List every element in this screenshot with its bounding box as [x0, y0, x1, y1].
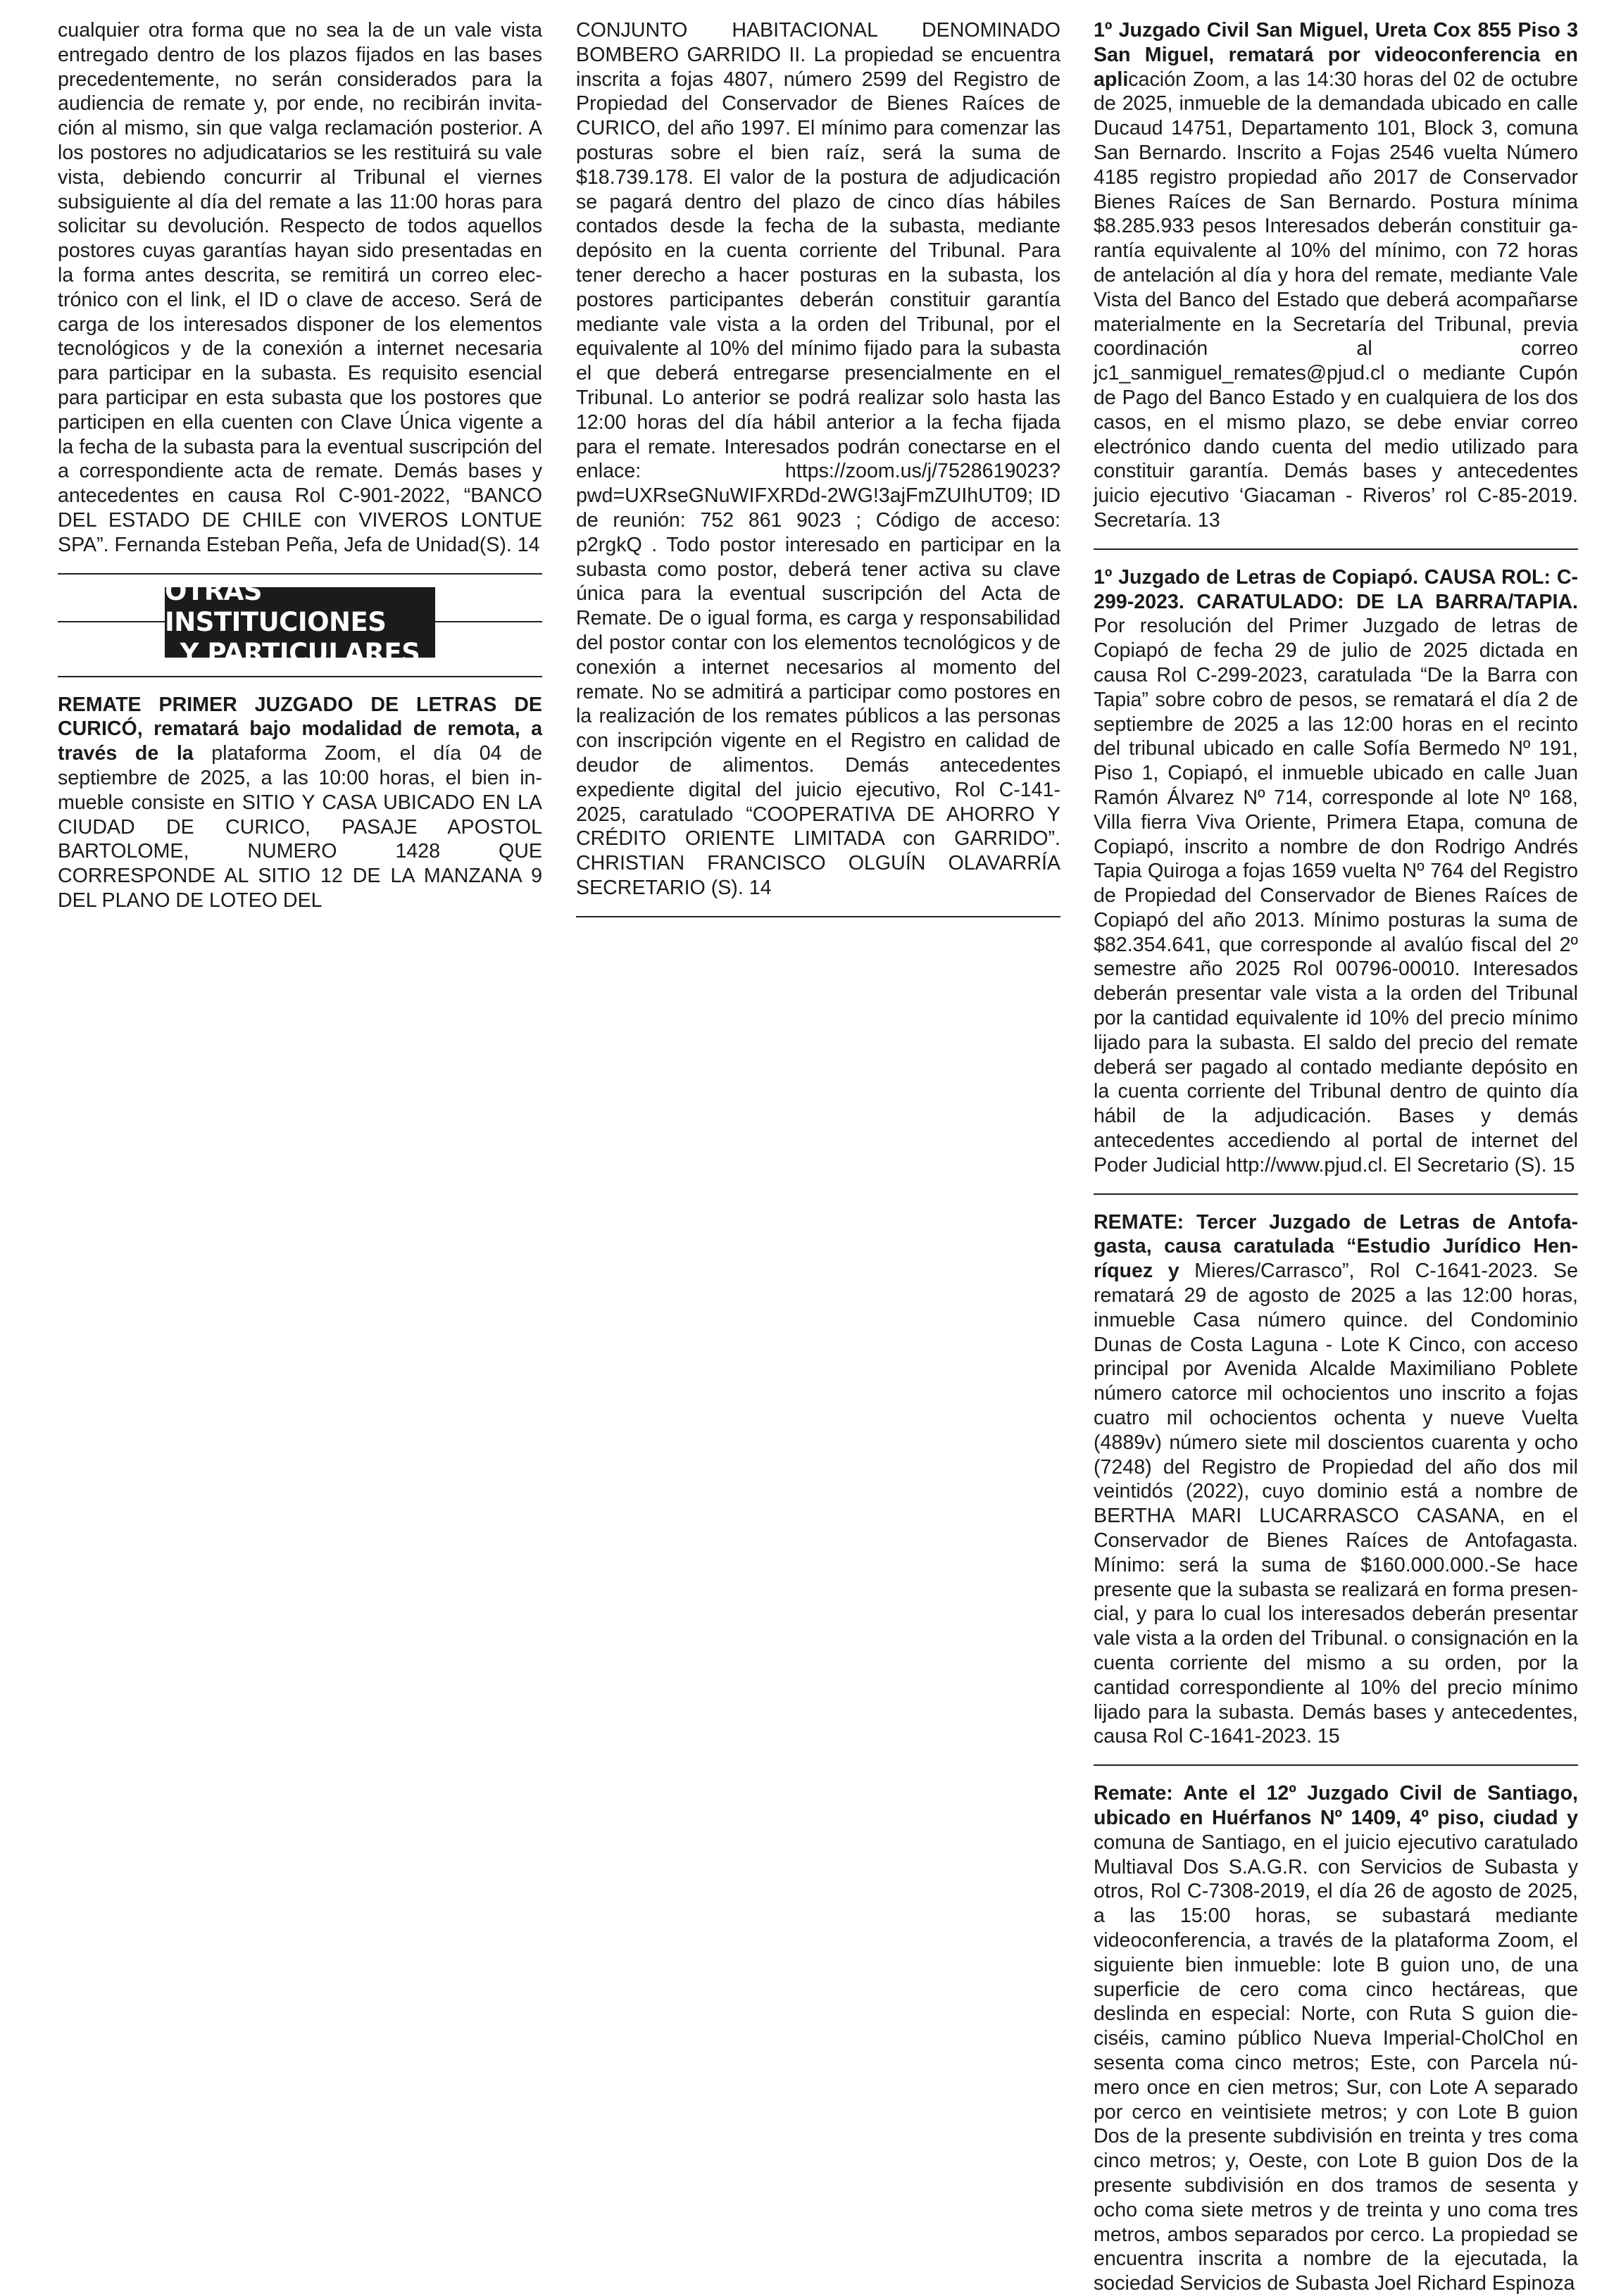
section-header-box: [165, 575, 435, 668]
section-title-line-1: OTRAS INSTITUCIONES: [165, 575, 387, 637]
column-3: [1094, 18, 1578, 2296]
divider: [58, 573, 542, 575]
notice-heading: REMATE: Tercer Juzgado de Letras de Antofagasta, causa caratulada “Estudio Jurídico Henríquez y: [1094, 1210, 1578, 1283]
notice-heading: REMATE PRIMER JUZGADO DE LETRAS DE CURICÓ, rematará bajo modalidad de remota, a través de la: [58, 693, 542, 765]
divider: [576, 916, 1060, 917]
notice-heading: Remate: Ante el 12º Juzgado Civil de Santiago, ubicado en Huérfanos Nº 1409, 4º piso, ciudad y: [1094, 1782, 1578, 1829]
divider: [1094, 1193, 1578, 1195]
notice-body: comuna de Santiago, en el juicio ejecutivo caratulado Multiaval Dos S.A.G.R. con Servicios de Subasta y otros, Rol C-7308-2019, el día 26 de agosto de 2025, a las 15:00 horas, se subastará mediante videoconferencia, a través de la plataforma Zoom, el siguiente bien inmueble: lote B guion uno, de una superficie de cero coma cinco hectáreas, que deslinda en especial: Norte, con Ruta S guion dieciséis, camino público Nueva Imperial-CholChol en sesenta coma cinco metros; Este, con Parcela número once en cien metros; Sur, con Lote A separado por cerco en veintisiete metros; y con Lote B guion Dos de la presente subdivisión en treinta y tres coma cinco metros; y, Oeste, con Lote B guion Dos de la presente subdivisión en dos tramos de sesenta y ocho coma siete metros y de treinta y uno coma tres metros, ambos separados por cerco. La propiedad se encuentra inscrita a nombre de la ejecutada, la sociedad Servicios de Subasta Joel Richard Espinoza: [1094, 1831, 1578, 2295]
notice-heading: 1º Juzgado Civil San Miguel, Ureta Cox 855 Piso 3 San Miguel, rematará por videoconferencia en apli: [1094, 19, 1578, 91]
notice-body: Por resolución del Primer Juzgado de letras de Copiapó de fecha 29 de julio de 2025 dictada en causa Rol C-299-2023, caratulada “De la Barra con Tapia” sobre cobro de pesos, se rematará el día 2 de septiembre de 2025 a las 12:00 horas en el recinto del tribunal ubicado en calle Sofía Bermedo Nº 191, Piso 1, Copiapó, el inmueble ubicado en calle Juan Ramón Álvarez Nº 714, corresponde al lote Nº 168, Villa fierra Viva Oriente, Primera Etapa, comuna de Copiapó, inscrito a nombre de don Rodrigo Andrés Tapia Quiroga a fojas 1659 vuelta Nº 764 del Registro de Propiedad del Conservador de Bienes Raíces de Copiapó del año 2013. Mínimo posturas la suma de $82.354.641, que corresponde al avalúo fiscal del 2º semestre año 2025 Rol 00796-00010. Interesados deberán presentar vale vista a la orden del Tribunal por la cantidad equivalente id 10% del precio mínimo lijado para la subasta. El saldo del precio del remate deberá ser pagado al contado mediante depósito en la cuenta corriente del Tribunal dentro de quinto día hábil de la adjudicación. Bases y demás antecedentes accediendo al portal de internet del Poder Judicial http://www.pjud.cl. El Secretario (S). 15: [1094, 615, 1578, 1177]
notice-juzgado-santiago: [1094, 1781, 1578, 2296]
notice-body: plataforma Zoom, el día 04 de septiembre de 2025, a las 10:00 horas, el bien inmueble consiste en SITIO Y CASA UBICADO EN LA CIUDAD DE CURICO, PASAJE APOSTOL BARTOLOME, NUMERO 1428 QUE CORRESPONDE AL SITIO 12 DE LA MANZANA 9 DEL PLANO DE LOTEO DEL: [58, 742, 542, 912]
section-header: [58, 575, 542, 668]
notice-body: Mieres/Carrasco”, Rol C-1641-2023. Se rematará 29 de agosto de 2025 a las 12:00 horas, inmueble Casa número quince. del Condominio Dunas de Costa Laguna - Lote K Cinco, con acceso principal por Avenida Alcalde Maximiliano Poblete número catorce mil ochocientos uno inscrito a fojas cuatro mil ochocientos ochenta y nueve Vuelta (4889v) número siete mil doscientos cuarenta y ocho (7248) del Registro de Propiedad del año dos mil veintidós (2022), cuyo dominio está a nombre de BERTHA MARI LUCARRASCO CASANA, en el Conservador de Bienes Raíces de Antofagasta. Mínimo: será la suma de $160.000.000.-Se hace presente que la subasta se realizará en forma presencial, y para lo cual los interesados deberán presentar vale vista a la orden del Tribunal. o consignación en la cuenta corriente del mismo a su orden, por la cantidad correspondiente al 10% del precio mínimo lijado para la subasta. Demás bases y antecedentes, causa Rol C-1641-2023. 15: [1094, 1260, 1578, 1748]
notice-juzgado-copiapo: [1094, 565, 1578, 1178]
column-1: [58, 18, 542, 913]
notice-continuation: CONJUNTO HABITACIONAL DENOMINADO BOMBERO GARRIDO II. La propiedad se encuentra inscrita a fojas 4807, número 2599 del Registro de Propiedad del Conservador de Bienes Raíces de CURICO, del año 1997. El mínimo para comenzar las posturas sobre el bien raíz, será la suma de $18.739.178. El valor de la postura de adjudicación se pagará dentro del plazo de cinco días hábiles contados desde la fecha de la subasta, mediante depósito en la cuenta corriente del Tribunal. Para tener derecho a hacer posturas en la subasta, los postores participantes deberán constituir garantía mediante vale vista a la orden del Tribunal, por el equivalente al 10% del mínimo fijado para la subasta el que deberá entregarse presencialmente en el Tribunal. Lo anterior se podrá realizar solo hasta las 12:00 horas del día hábil anterior a la fecha fijada para el remate. Interesados podrán conectarse en el enlace: https://zoom.us/j/7528619023?pwd=UXRseGNuWIFXRDd-2WG!3ajFmZUIhUT09; ID de reunión: 752 861 9023 ; Código de acceso: p2rgkQ . Todo postor interesado en participar en la subasta como postor, deberá tener activa su clave única para la eventual suscripción del Acta de Remate. De o igual forma, es carga y responsabilidad del postor contar con los elementos tecnológicos y de conexión a internet necesarios al momento del remate. No se admitirá a participar como postores en la realización de los remates públicos a las personas con inscripción vigente en el Registro en calidad de deudor de alimentos. Demás antecedentes expediente digital del juicio ejecutivo, Rol C-141-2025, caratulado “COOPERATIVA DE AHORRO Y CRÉDITO ORIENTE LIMITADA con GARRIDO”. CHRISTIAN FRANCISCO OLGUÍN OLAVARRÍA SECRETARIO (S). 14: [576, 19, 1060, 899]
notice-heading: 1º Juzgado de Letras de Copiapó. CAUSA ROL: C-299-2023. CARATULADO: DE LA BARRA/TAPIA.: [1094, 565, 1578, 613]
continued-notice-text: cualquier otra forma que no sea la de un vale vista entregado dentro de los plazos fijados en las bases precedentemente, no serán considerados para la audiencia de remate y, por ende, no recibirán invitación al mismo, sin que valga reclamación posterior. A los postores no adjudicatarios se les restituirá su vale vista, debiendo concurrir al Tribunal el viernes subsiguiente al día del remate a las 11:00 horas para solicitar su devolución. Respecto de todos aquellos postores cuyas garantías hayan sido presentadas en la forma antes descrita, se remitirá un correo electrónico con el link, el ID o clave de acceso. Será de carga de los interesados disponer de los elementos tecnológicos y de la conexión a internet necesaria para participar en la subasta. Es requisito esencial para participar en esta subasta que los postores que participen en ella cuenten con Clave Única vigente a la fecha de la subasta para la eventual suscripción del a correspondiente acta de remate. Demás bases y antecedentes en causa Rol C-901-2022, “BANCO DEL ESTADO DE CHILE con VIVEROS LONTUE SPA”. Fernanda Esteban Peña, Jefa de Unidad(S). 14: [58, 19, 542, 556]
divider: [1094, 548, 1578, 550]
section-title-line-2: Y PARTICULARES: [180, 637, 420, 668]
divider: [1094, 1764, 1578, 1766]
notice-juzgado-san-miguel: [1094, 18, 1578, 533]
column-2: [576, 18, 1060, 917]
notice-juzgado-antofagasta: [1094, 1210, 1578, 1750]
notice-remate-curico: [58, 693, 542, 913]
divider: [58, 676, 542, 677]
notice-body: cación Zoom, a las 14:30 horas del 02 de octubre de 2025, inmueble de la demandada ubicado en calle Ducaud 14751, Departamento 101, Block 3, comuna San Bernardo. Inscrito a Fojas 2546 vuelta Número 4185 registro propiedad año 2017 de Conservador Bienes Raíces de San Bernardo. Postura mínima $8.285.933 pesos Interesados deberán constituir garantía equivalente al 10% del mínimo, con 72 horas de antelación al día y hora del remate, mediante Vale Vista del Banco del Estado que deberá acompañarse materialmente en la Secretaría del Tribunal, previa coordinación al correo jc1_sanmiguel_remates@pjud.cl o mediante Cupón de Pago del Banco Estado y en cualquiera de los dos casos, en el mismo plazo, se debe enviar correo electrónico dando cuenta del medio utilizado para constituir garantía. Demás bases y antecedentes juicio ejecutivo ‘Giacaman - Riveros’ rol C-85-2019. Secretaría. 13: [1094, 68, 1578, 532]
